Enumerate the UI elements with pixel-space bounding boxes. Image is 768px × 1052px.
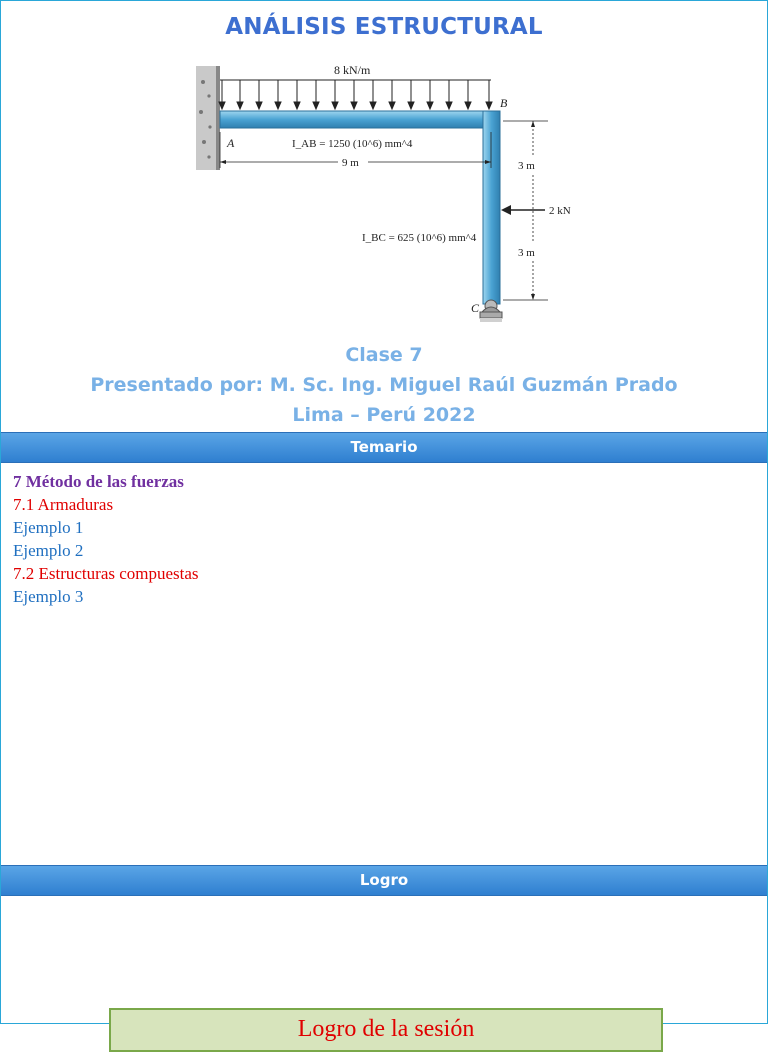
temario-item: 7.1 Armaduras xyxy=(13,495,114,514)
place-year: Lima – Perú 2022 xyxy=(292,404,476,426)
label-a: A xyxy=(227,136,235,150)
inertia-ab-label: I_AB = 1250 (10^6) mm^4 xyxy=(292,138,413,150)
temario-item: Ejemplo 2 xyxy=(13,541,84,560)
page-title: ANÁLISIS ESTRUCTURAL xyxy=(225,14,543,40)
point-load-label: 2 kN xyxy=(549,205,571,217)
logro-box xyxy=(109,1008,663,1052)
load-label: 8 kN/m xyxy=(334,63,371,77)
inertia-bc-label: I_BC = 625 (10^6) mm^4 xyxy=(362,232,477,244)
beam-ab xyxy=(220,111,500,128)
fixed-wall-support xyxy=(196,66,220,170)
temario-item: 7.2 Estructuras compuestas xyxy=(13,564,199,583)
temario-header: Temario xyxy=(1,432,767,463)
temario-item: Ejemplo 1 xyxy=(13,518,84,537)
class-name: Clase 7 xyxy=(345,344,423,366)
point-load-arrow xyxy=(501,205,545,215)
presenter: Presentado por: M. Sc. Ing. Miguel Raúl Guzmán Prado xyxy=(90,374,678,396)
temario-list xyxy=(13,470,199,608)
column-bc xyxy=(483,111,500,304)
label-b: B xyxy=(500,96,508,110)
distributed-load xyxy=(219,80,492,109)
class-info xyxy=(0,340,768,430)
label-c: C xyxy=(471,301,480,315)
span-label: 9 m xyxy=(342,157,359,169)
structure-figure xyxy=(0,0,768,335)
height-upper-label: 3 m xyxy=(518,160,535,172)
temario-item: 7 Método de las fuerzas xyxy=(13,472,184,491)
logro-header: Logro xyxy=(1,865,767,896)
temario-item: Ejemplo 3 xyxy=(13,587,84,606)
height-lower-label: 3 m xyxy=(518,247,535,259)
logro-box-text: Logro de la sesión xyxy=(297,1016,475,1042)
